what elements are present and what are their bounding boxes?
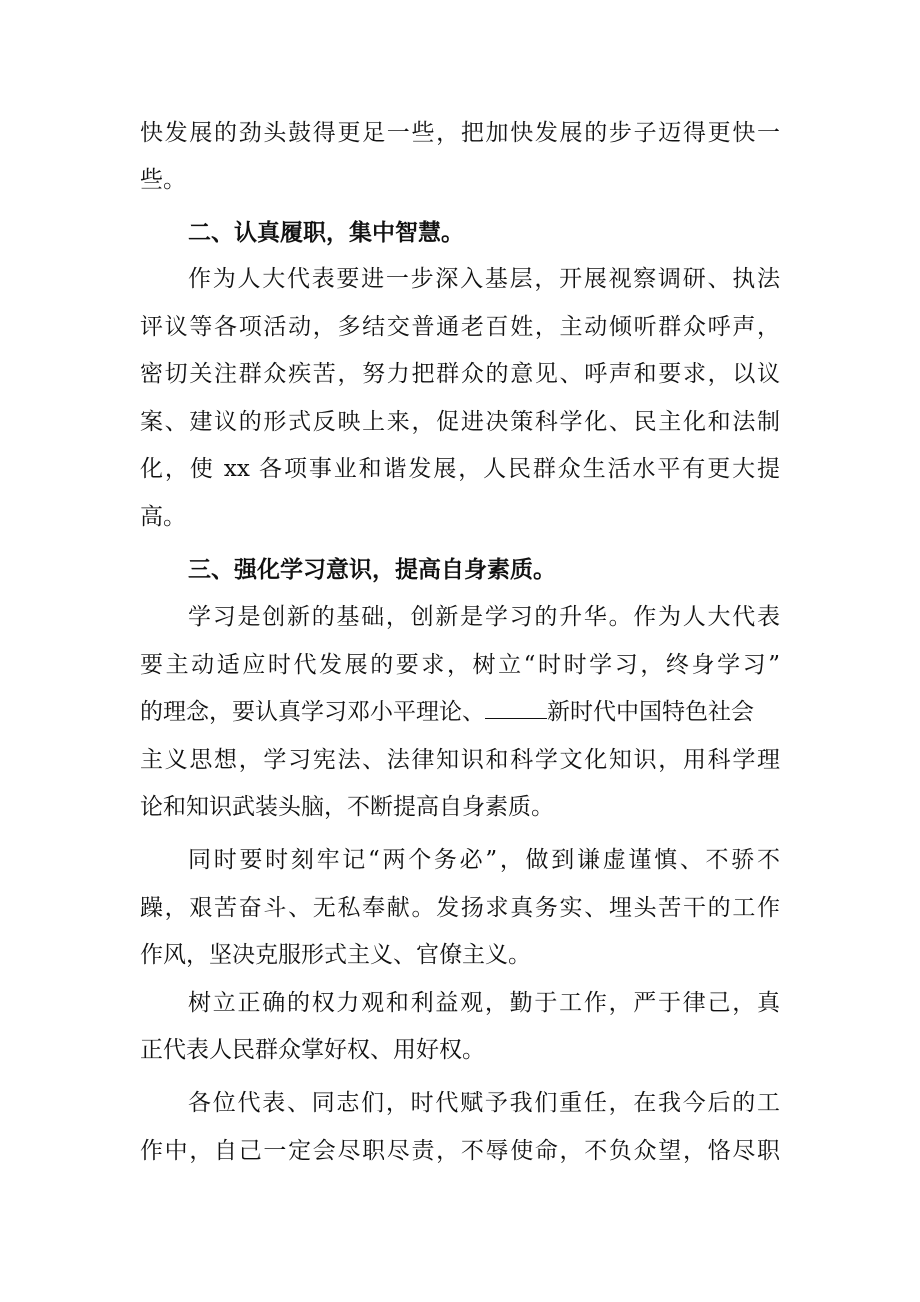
paragraph-line: 评议等各项活动，多结交普通老百姓，主动倾听群众呼声， [140, 314, 780, 340]
section-heading: 二、认真履职，集中智慧。 [188, 219, 464, 246]
paragraph-line: 密切关注群众疾苦，努力把群众的意见、呼声和要求，以议 [140, 361, 780, 387]
paragraph-line: 论和知识武装头脑，不断提高自身素质。 [140, 794, 554, 820]
paragraph-line: 些。 [140, 167, 186, 193]
paragraph-line: 高。 [140, 504, 186, 530]
paragraph-line: 作中，自己一定会尽职尽责，不辱使命，不负众望，恪尽职 [140, 1138, 780, 1164]
paragraph-line: 案、建议的形式反映上来，促进决策科学化、民主化和法制 [140, 409, 780, 435]
paragraph-line: 躁，艰苦奋斗、无私奉献。发扬求真务实、埋头苦干的工作 [140, 895, 780, 921]
paragraph-line: 学习是创新的基础，创新是学习的升华。作为人大代表 [188, 604, 780, 630]
fill-in-blank [485, 692, 547, 719]
paragraph-line: 同时要时刻牢记“两个务必”，做到谦虚谨慎、不骄不 [188, 847, 780, 873]
paragraph-line [140, 692, 780, 732]
section-heading: 三、强化学习意识，提高自身素质。 [188, 556, 556, 583]
paragraph-line: 各位代表、同志们，时代赋予我们重任，在我今后的工 [188, 1090, 780, 1116]
paragraph-line: 作风，坚决克服形式主义、官僚主义。 [140, 942, 531, 968]
text-segment: 新时代中国特色社会 [547, 699, 754, 725]
paragraph-line: 正代表人民群众掌好权、用好权。 [140, 1037, 485, 1063]
paragraph-line: 树立正确的权力观和利益观，勤于工作，严于律己，真 [188, 990, 780, 1016]
paragraph-line: 化，使 xx 各项事业和谐发展，人民群众生活水平有更大提 [140, 456, 780, 482]
paragraph-line: 作为人大代表要进一步深入基层，开展视察调研、执法 [188, 266, 780, 292]
paragraph-line: 要主动适应时代发展的要求，树立“时时学习，终身学习” [140, 652, 780, 678]
paragraph-line: 快发展的劲头鼓得更足一些，把加快发展的步子迈得更快一 [140, 120, 780, 146]
text-segment: 的理念，要认真学习邓小平理论、 [140, 699, 485, 725]
paragraph-line: 主义思想，学习宪法、法律知识和科学文化知识，用科学理 [140, 747, 780, 773]
